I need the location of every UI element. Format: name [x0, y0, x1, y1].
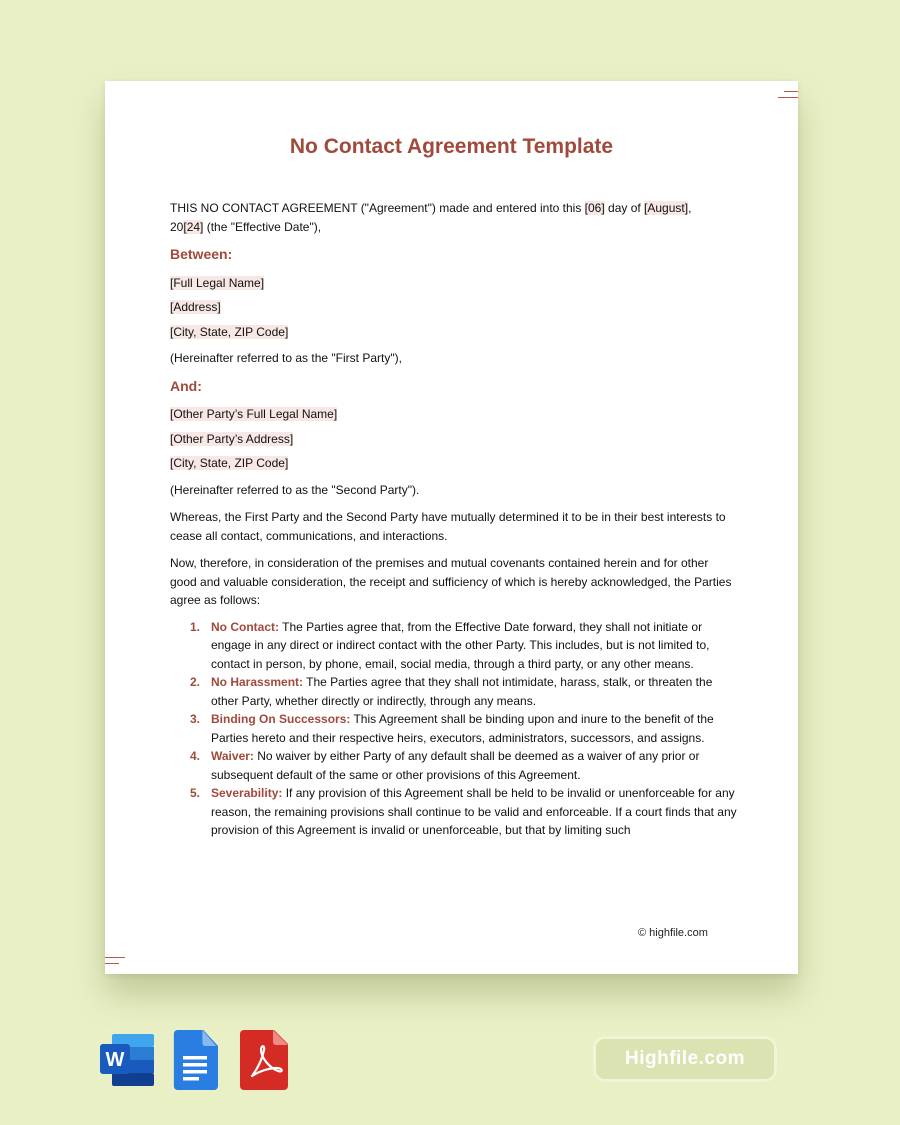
first-party-address-placeholder[interactable]: [Address]: [170, 300, 221, 314]
intro-paragraph: [170, 199, 738, 236]
clause-heading: Waiver:: [211, 749, 254, 763]
clause-item: [170, 618, 738, 674]
clause-text: This Agreement shall be binding upon and inure to the benefit of the Parties hereto and their respective heirs, executors, administrators, successors, and assigns.: [211, 712, 714, 745]
clause-list: [170, 618, 738, 840]
second-party-name-placeholder[interactable]: [Other Party’s Full Legal Name]: [170, 407, 338, 421]
clause-item: [170, 673, 738, 710]
clause-heading: No Harassment:: [211, 675, 304, 689]
intro-text: ,: [688, 201, 692, 215]
intro-text: day of: [604, 201, 645, 215]
clause-number: 2.: [190, 675, 201, 689]
corner-ornament-bottom-left: [105, 957, 125, 969]
clause-text: If any provision of this Agreement shall be held to be invalid or unenforceable for any reason, the remaining provisions shall continue to be valid and enforceable. If a court finds that any provision of this Agreement is invalid or unenforceable, but that by limiting such: [211, 786, 737, 837]
clause-item: [170, 747, 738, 784]
document-title: No Contact Agreement Template: [289, 135, 614, 158]
clause-number: 5.: [190, 786, 201, 800]
first-party-referred: (Hereinafter referred to as the "First Party"),: [170, 351, 402, 365]
second-party-address-placeholder[interactable]: [Other Party’s Address]: [170, 431, 294, 446]
copyright-credit: © highfile.com: [638, 927, 708, 939]
second-party-referred: (Hereinafter referred to as the "Second Party").: [170, 482, 420, 497]
clause-number: 3.: [190, 712, 201, 726]
intro-text: THIS NO CONTACT AGREEMENT ("Agreement") made and entered into this: [170, 201, 585, 215]
clause-text: The Parties agree that, from the Effective Date forward, they shall not initiate or engage in any direct or indirect contact with the other Party. This includes, but is not limited to, contact in person, by phone, email, social media, through a third party, or any other means.: [211, 619, 710, 671]
clause-number: 1.: [190, 619, 201, 634]
google-docs-icon[interactable]: [170, 1030, 226, 1090]
intro-text: (the "Effective Date"),: [203, 219, 322, 234]
month-placeholder[interactable]: [August]: [644, 201, 689, 215]
clause-text: The Parties agree that they shall not intimidate, harass, stalk, or threaten the other Party, whether directly or indirectly, through any means.: [211, 675, 713, 708]
corner-ornament-top-right: [778, 91, 798, 103]
clause-item: [170, 710, 738, 747]
year-prefix: 20: [170, 219, 184, 234]
day-placeholder[interactable]: [06]: [584, 201, 605, 215]
first-party-city-placeholder[interactable]: [City, State, ZIP Code]: [170, 324, 289, 339]
clause-item: [170, 784, 738, 840]
document-page: [105, 81, 798, 974]
first-party-name-placeholder[interactable]: [Full Legal Name]: [170, 275, 265, 290]
word-letter: W: [105, 1049, 125, 1071]
clause-text: No waiver by either Party of any default shall be deemed as a waiver of any prior or subsequent default of the same or other provisions of this Agreement.: [211, 749, 700, 782]
now-therefore-paragraph: Now, therefore, in consideration of the premises and mutual covenants contained herein and for other good and valuable consideration, the receipt and sufficiency of which is hereby acknowledged, the Parties agree as follows:: [170, 556, 732, 607]
document-body: [170, 199, 738, 840]
whereas-paragraph: Whereas, the First Party and the Second Party have mutually determined it to be in their best interests to cease all contact, communications, and interactions.: [170, 510, 726, 543]
clause-number: 4.: [190, 749, 201, 763]
clause-heading: Severability:: [211, 786, 283, 800]
brand-badge[interactable]: Highfile.com: [593, 1036, 777, 1082]
second-party-city-placeholder[interactable]: [City, State, ZIP Code]: [170, 456, 289, 470]
between-heading: Between:: [170, 246, 233, 262]
clause-heading: No Contact:: [211, 619, 279, 634]
year-placeholder[interactable]: [24]: [183, 219, 204, 234]
format-icons: [100, 1030, 310, 1090]
word-icon[interactable]: [100, 1030, 156, 1090]
and-heading: And:: [170, 377, 202, 394]
clause-heading: Binding On Successors:: [211, 712, 351, 726]
pdf-icon[interactable]: [240, 1030, 296, 1090]
